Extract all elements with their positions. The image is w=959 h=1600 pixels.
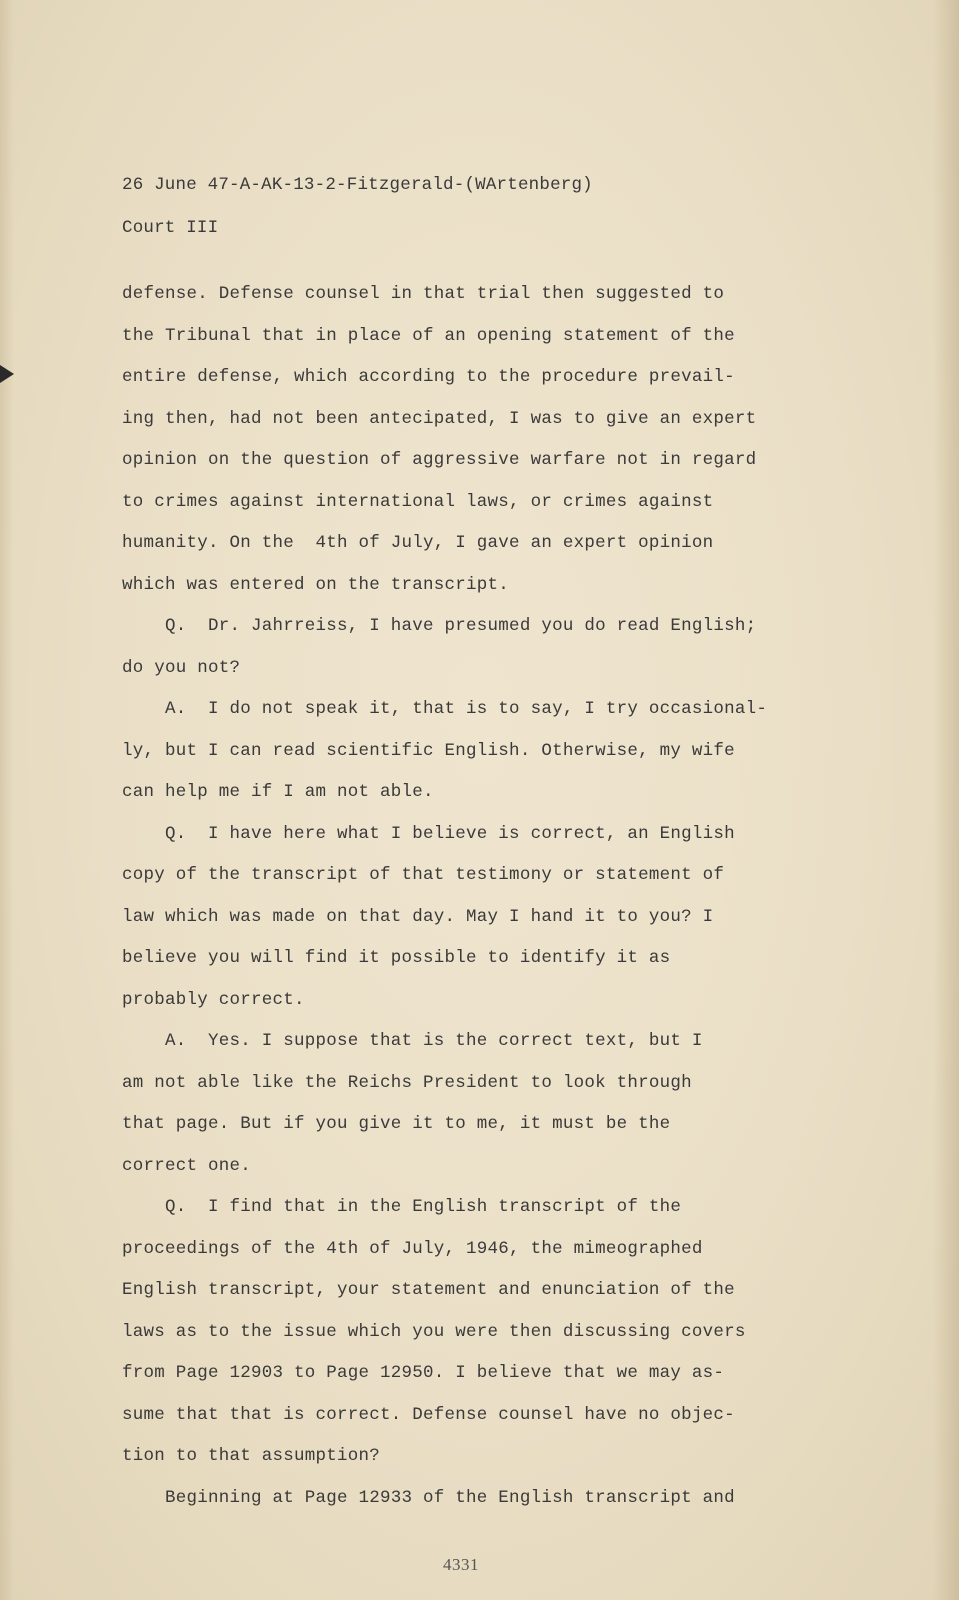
transcript-line: defense. Defense counsel in that trial then suggested to xyxy=(122,284,725,304)
transcript-line: proceedings of the 4th of July, 1946, the mimeographed xyxy=(122,1238,703,1259)
transcript-line: A. I do not speak it, that is to say, I try occasional- xyxy=(122,699,768,719)
transcript-line: ing then, had not been antecipated, I was to give an expert xyxy=(122,408,757,429)
transcript-line: to crimes against international laws, or crimes against xyxy=(122,491,714,512)
transcript-line: the Tribunal that in place of an opening statement of the xyxy=(122,325,735,346)
transcript-line: Q. Dr. Jahrreiss, I have presumed you do read English; xyxy=(122,616,757,636)
transcript-line: that page. But if you give it to me, it must be the xyxy=(122,1114,671,1134)
transcript-line: from Page 12903 to Page 12950. I believe that we may as- xyxy=(122,1363,725,1383)
transcript-line: ly, but I can read scientific English. Otherwise, my wife xyxy=(122,740,735,761)
paper-edge-left xyxy=(0,0,14,1600)
transcript-line: which was entered on the transcript. xyxy=(122,574,510,595)
transcript-line: A. Yes. I suppose that is the correct text, but I xyxy=(122,1031,703,1051)
transcript-line: sume that that is correct. Defense counsel have no objec- xyxy=(122,1404,735,1425)
margin-arrow-mark xyxy=(0,365,14,383)
transcript-body xyxy=(122,274,942,1519)
transcript-line: Q. I have here what I believe is correct, an English xyxy=(122,823,735,844)
transcript-line: am not able like the Reichs President to look through xyxy=(122,1072,692,1093)
transcript-line: English transcript, your statement and enunciation of the xyxy=(122,1280,735,1300)
transcript-line: law which was made on that day. May I hand it to you? I xyxy=(122,906,714,927)
transcript-line: correct one. xyxy=(122,1155,252,1176)
transcript-line: opinion on the question of aggressive warfare not in regard xyxy=(122,450,757,470)
transcript-line: copy of the transcript of that testimony or statement of xyxy=(122,865,725,885)
transcript-line: do you not? xyxy=(122,657,241,678)
transcript-line: laws as to the issue which you were then discussing covers xyxy=(122,1321,746,1342)
transcript-line: can help me if I am not able. xyxy=(122,782,434,802)
transcript-line: Beginning at Page 12933 of the English transcript and xyxy=(122,1487,735,1508)
transcript-line: Q. I find that in the English transcript of the xyxy=(122,1197,682,1217)
document-reference-line: 26 June 47-A-AK-13-2-Fitzgerald-(WArtenberg) xyxy=(122,175,593,195)
transcript-line: humanity. On the 4th of July, I gave an expert opinion xyxy=(122,533,714,553)
transcript-line: probably correct. xyxy=(122,989,305,1010)
court-designation: Court III xyxy=(122,218,219,238)
transcript-line: entire defense, which according to the procedure prevail- xyxy=(122,367,735,387)
page-number: 4331 xyxy=(443,1555,479,1574)
transcript-line: believe you will find it possible to identify it as xyxy=(122,948,671,968)
transcript-line: tion to that assumption? xyxy=(122,1446,381,1466)
